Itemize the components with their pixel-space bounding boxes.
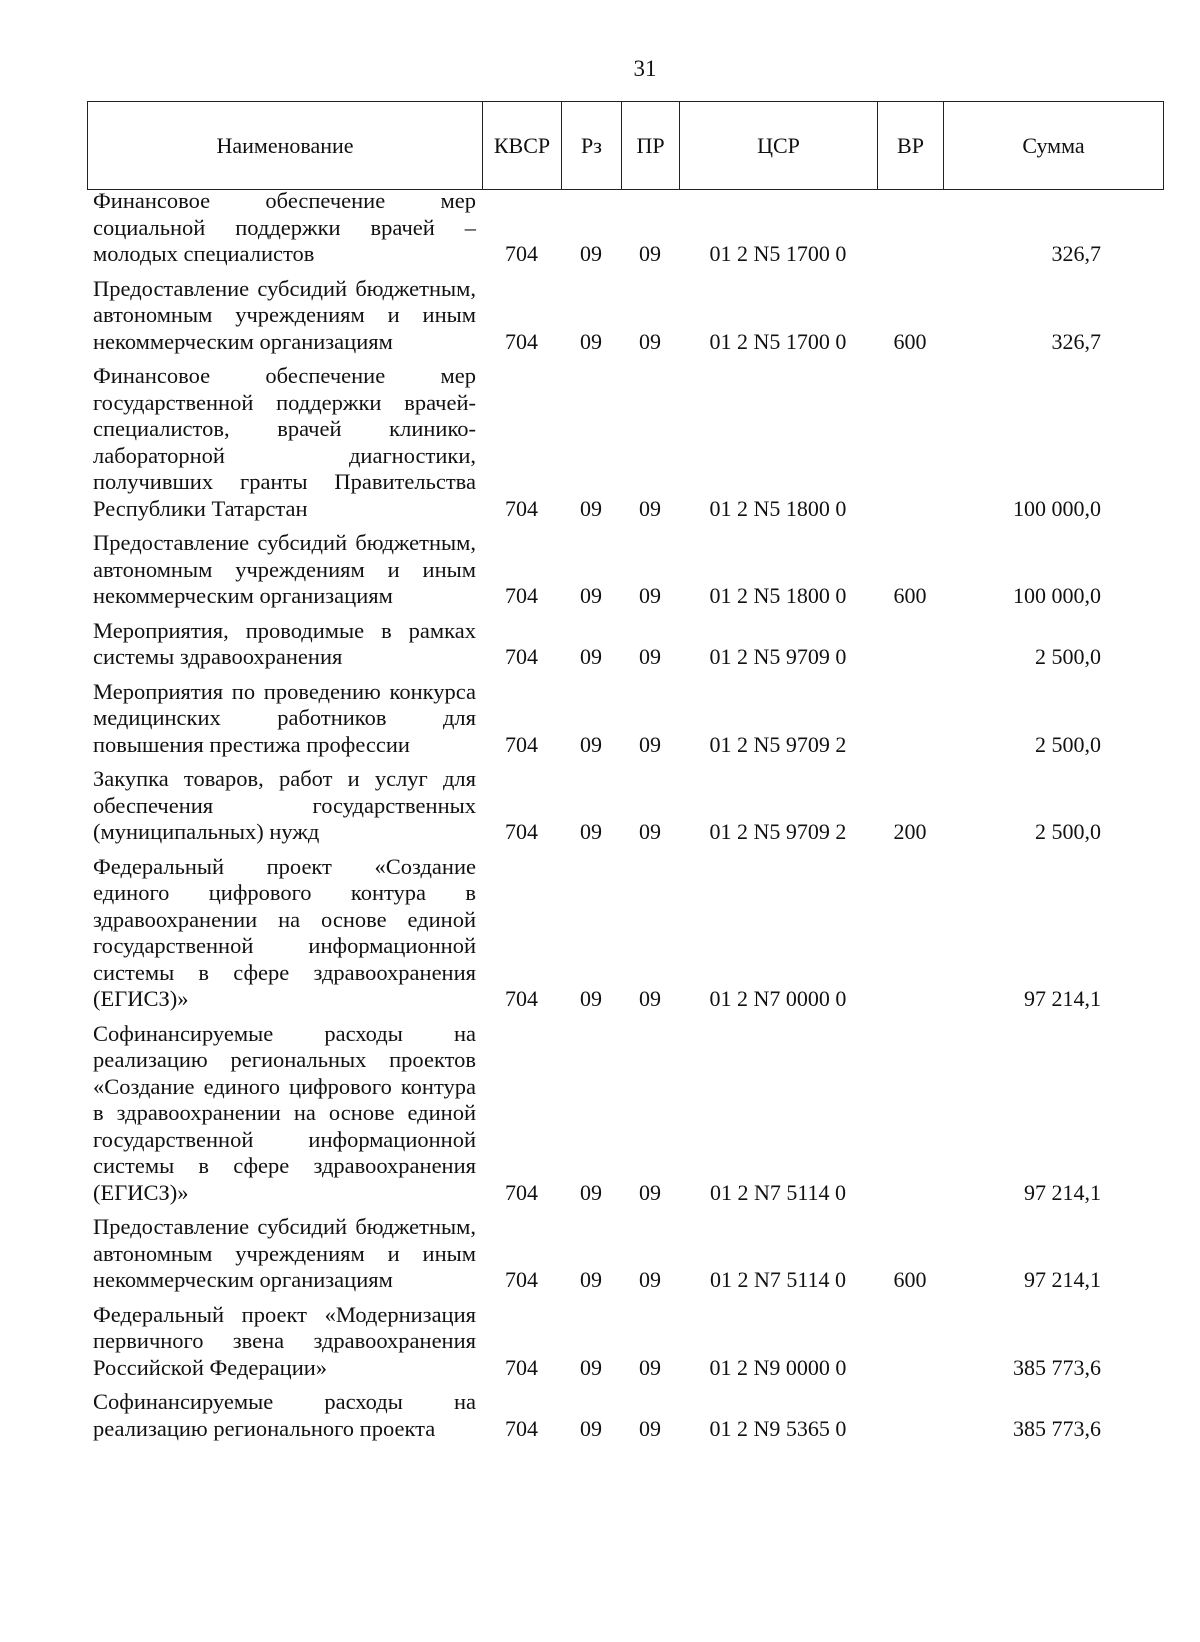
page-number: 31	[633, 56, 657, 81]
row-name: Закупка товаров, работ и услуг для обеспечения государственных (муниципальных) нужд	[93, 766, 476, 844]
row-name: Софинансируемые расходы на реализацию региональных проектов «Создание единого цифрового контура в здравоохранении на основе единой государственной информационной системы в сфере здравоохранения (ЕГИСЗ)»	[93, 1020, 476, 1205]
row-pr: 09	[639, 986, 661, 1011]
row-csr: 01 2 N7 0000 0	[709, 986, 847, 1011]
row-pr: 09	[639, 1267, 661, 1292]
header-vr: ВР	[878, 102, 944, 190]
row-sum: 2 500,0	[1035, 644, 1101, 669]
row-kvsr: 704	[505, 495, 538, 521]
row-kvsr: 704	[505, 1179, 538, 1205]
row-rz: 09	[580, 819, 602, 844]
row-name: Федеральный проект «Создание единого цифрового контура в здравоохранении на основе единой государственной информационной системы в сфере здравоохранения (ЕГИСЗ)»	[93, 853, 476, 1011]
table-body	[87, 188, 1163, 1450]
row-rz: 09	[580, 986, 602, 1011]
row-kvsr: 704	[505, 1354, 538, 1380]
table-row	[87, 679, 1163, 759]
table-row	[87, 188, 1163, 268]
row-pr: 09	[639, 819, 661, 844]
row-csr: 01 2 N7 5114 0	[709, 1179, 847, 1205]
row-sum: 97 214,1	[1024, 1267, 1101, 1292]
header-csr: ЦСР	[680, 102, 878, 190]
header-pr: ПР	[622, 102, 680, 190]
table-row	[87, 854, 1163, 1013]
row-csr: 01 2 N5 9709 2	[709, 731, 847, 757]
row-sum: 97 214,1	[1024, 986, 1101, 1011]
table-row	[87, 618, 1163, 671]
row-pr: 09	[639, 1354, 661, 1380]
row-rz: 09	[580, 1354, 602, 1380]
header-name: Наименование	[88, 102, 483, 190]
table-row	[87, 1389, 1163, 1442]
row-rz: 09	[580, 241, 602, 266]
row-rz: 09	[580, 1179, 602, 1205]
row-name: Софинансируемые расходы на реализацию регионального проекта	[93, 1389, 476, 1441]
row-kvsr: 704	[505, 644, 538, 669]
table-row	[87, 363, 1163, 522]
row-pr: 09	[639, 241, 661, 266]
row-pr: 09	[639, 731, 661, 757]
row-sum: 326,7	[1051, 328, 1101, 354]
row-pr: 09	[639, 328, 661, 354]
row-sum: 326,7	[1051, 241, 1101, 266]
row-pr: 09	[639, 583, 661, 608]
row-rz: 09	[580, 583, 602, 608]
table-row	[87, 1302, 1163, 1382]
header-rz: Рз	[562, 102, 622, 190]
row-pr: 09	[639, 644, 661, 669]
row-name: Предоставление субсидий бюджетным, автономным учреждениям и иным некоммерческим организациям	[93, 275, 476, 354]
row-name: Предоставление субсидий бюджетным, автономным учреждениям и иным некоммерческим организациям	[93, 530, 476, 608]
row-kvsr: 704	[505, 1415, 538, 1441]
row-csr: 01 2 N5 9709 0	[709, 644, 847, 669]
row-kvsr: 704	[505, 328, 538, 354]
table-header	[87, 101, 1164, 190]
row-csr: 01 2 N5 1800 0	[709, 495, 847, 521]
row-sum: 100 000,0	[1013, 495, 1101, 521]
row-name: Мероприятия по проведению конкурса медицинских работников для повышения престижа профессии	[93, 678, 476, 757]
row-kvsr: 704	[505, 731, 538, 757]
row-name: Мероприятия, проводимые в рамках системы здравоохранения	[93, 617, 476, 669]
row-vr: 600	[893, 1267, 927, 1292]
table-row	[87, 766, 1163, 846]
row-name: Финансовое обеспечение мер социальной поддержки врачей – молодых специалистов	[93, 188, 476, 266]
row-sum: 385 773,6	[1013, 1415, 1101, 1441]
row-name: Финансовое обеспечение мер государственной поддержки врачей-специалистов, врачей клинико-лабораторной диагностики, получивших гранты Правительства Республики Татарстан	[93, 363, 476, 521]
row-rz: 09	[580, 495, 602, 521]
row-name: Предоставление субсидий бюджетным, автономным учреждениям и иным некоммерческим организациям	[93, 1214, 476, 1292]
row-pr: 09	[639, 495, 661, 521]
row-rz: 09	[580, 1267, 602, 1292]
table-row	[87, 1021, 1163, 1207]
row-rz: 09	[580, 1415, 602, 1441]
row-name: Федеральный проект «Модернизация первичного звена здравоохранения Российской Федерации»	[93, 1301, 476, 1380]
row-csr: 01 2 N5 1700 0	[709, 241, 847, 266]
row-csr: 01 2 N5 1700 0	[709, 328, 847, 354]
row-kvsr: 704	[505, 1267, 538, 1292]
header-kvsr: КВСР	[483, 102, 562, 190]
row-kvsr: 704	[505, 819, 538, 844]
row-sum: 2 500,0	[1035, 819, 1101, 844]
row-sum: 100 000,0	[1013, 583, 1101, 608]
header-sum: Сумма	[944, 102, 1164, 190]
row-csr: 01 2 N5 9709 2	[709, 819, 847, 844]
row-pr: 09	[639, 1179, 661, 1205]
row-sum: 2 500,0	[1035, 731, 1101, 757]
row-csr: 01 2 N9 0000 0	[709, 1354, 847, 1380]
row-csr: 01 2 N5 1800 0	[709, 583, 847, 608]
table-row	[87, 1214, 1163, 1294]
table-row	[87, 276, 1163, 356]
row-kvsr: 704	[505, 583, 538, 608]
row-vr: 600	[893, 328, 927, 354]
row-csr: 01 2 N7 5114 0	[709, 1267, 847, 1292]
row-pr: 09	[639, 1415, 661, 1441]
row-csr: 01 2 N9 5365 0	[709, 1415, 847, 1441]
row-sum: 97 214,1	[1024, 1179, 1101, 1205]
row-rz: 09	[580, 644, 602, 669]
row-rz: 09	[580, 328, 602, 354]
row-vr: 600	[893, 583, 927, 608]
row-kvsr: 704	[505, 241, 538, 266]
row-rz: 09	[580, 731, 602, 757]
row-kvsr: 704	[505, 986, 538, 1011]
table-row	[87, 530, 1163, 610]
row-vr: 200	[893, 819, 927, 844]
row-sum: 385 773,6	[1013, 1354, 1101, 1380]
